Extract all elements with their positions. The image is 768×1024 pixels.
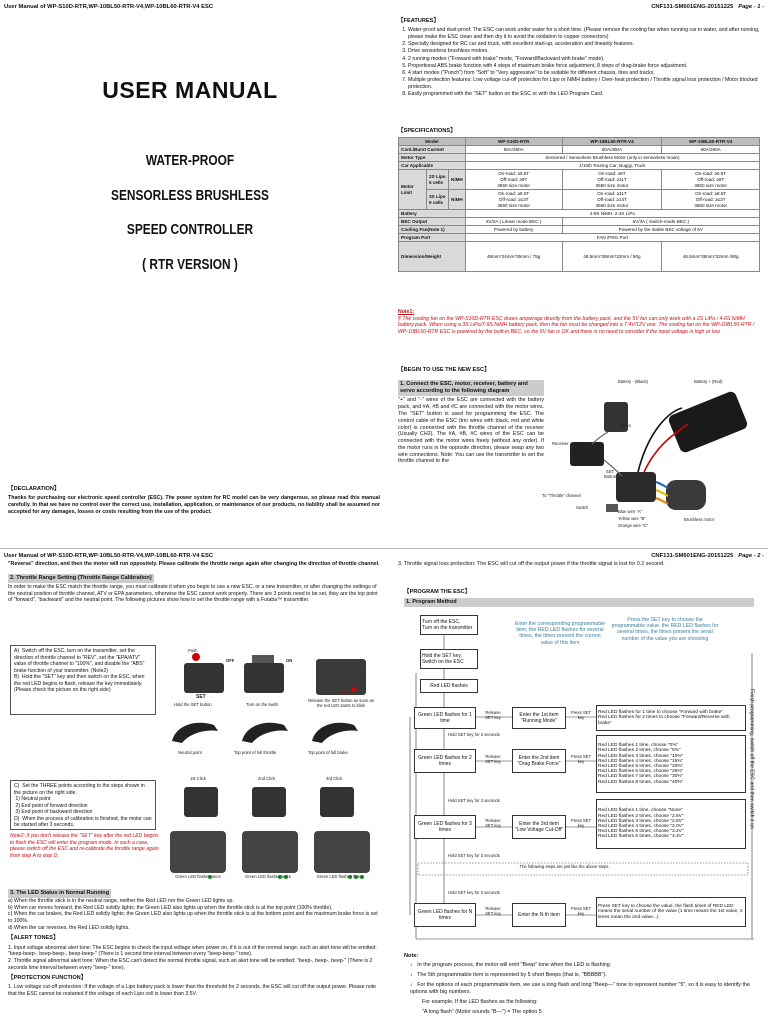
label-full-brake: Top point of full brake bbox=[308, 750, 348, 755]
label-motor: Brushless motor bbox=[684, 517, 715, 522]
led-status-heading: 3. The LED Status in Normal Running bbox=[8, 889, 111, 898]
flow-option: Red LED flashes 1 time, choose "0%" bbox=[598, 743, 679, 749]
label-set-button: SET Button bbox=[603, 469, 617, 479]
product-line: ( RTR VERSION ) bbox=[142, 256, 238, 273]
label-throttle: To "Throttle" channel bbox=[542, 493, 581, 498]
spec-cell: 60A/360A bbox=[662, 146, 760, 154]
flow-press-set: Press SET key bbox=[570, 754, 591, 764]
note-1-heading: Note1: bbox=[398, 309, 415, 315]
steps-c-d: C) Set the THREE points according to the steps shown in the picture on the right side. 1) Neutral point 2) End point of forward direction 3) End point of backward direction D) When the process of calibration is finished, the motor can be started after 3 seconds. bbox=[10, 780, 156, 830]
spec-label: NiMH bbox=[449, 190, 466, 210]
spec-cell: 50A/300A bbox=[562, 146, 662, 154]
feature-item: 6. 4 start modes ("Punch") from "Soft" to "Very aggressive" to be suitable for different chassis, tires and tracks. bbox=[408, 70, 760, 77]
flow-release-set: Release SET key bbox=[485, 818, 501, 828]
label-receiver: Receiver bbox=[552, 441, 569, 446]
flow-option: Red LED flashes 3 times, choose "2.8V" bbox=[598, 818, 684, 824]
flow-option: Red LED flashes 7 times, choose "30%" bbox=[598, 774, 684, 780]
spec-cell: 60A/360A bbox=[465, 146, 562, 154]
label-orange-wire: Orange wire "C" bbox=[618, 523, 648, 528]
header-doc-id: CNF131-SM601ENG-20151225 Page - 2 - bbox=[651, 553, 764, 559]
spec-cell: 48mm*34mm*35mm / 75g bbox=[465, 242, 562, 272]
label-on: ON bbox=[286, 658, 293, 663]
program-method-heading: 1. Program Method bbox=[404, 598, 754, 607]
switch-shape bbox=[606, 504, 618, 512]
led-status-item: c) When the car brakes, the Red LED solidly lights; the Green LED also lights up when the throttle stick is at the bottom point and the maximum brake force is set to 100%. bbox=[8, 911, 378, 925]
feature-item: 8. Easily programmed with the "SET" button on the ESC or with the LED Program Card. bbox=[408, 91, 760, 98]
label-green-once: Green LED flashes once bbox=[175, 874, 221, 879]
note-item: "A long flash" (Motor sounds "B—") = The option 5 bbox=[422, 1008, 542, 1015]
flow-note-choose-value: Press the SET key to choose the programmable value, the RED LED flashes for several times, the times present the serial number of the value you are choosing bbox=[611, 617, 719, 642]
begin-subheading: 1. Connect the ESC, motor, receiver, battery and servo according to the following diagram bbox=[398, 380, 544, 396]
flow-option: Red LED flashes 4 times, choose "3.0V" bbox=[598, 824, 684, 829]
specifications-section bbox=[398, 126, 760, 272]
feature-item: 2. Specially designed for RC car and truck, with excellent start-up, acceleration and linearity features. bbox=[408, 41, 760, 48]
declaration-text: Thanks for purchasing our electronic speed controller (ESC). The power system for RC model can be very dangerous, so please read this manual carefully. In that we have no control over the correct use, installation, application, or maintenance of our products, no liability shall be assumed nor accepted for any damages, losses or costs resulting from the use of the product. bbox=[8, 495, 380, 515]
spec-cell: On-road: ≥8.5T Off-road: ≥13T 3650 size motor bbox=[465, 190, 562, 210]
manual-page-2 bbox=[0, 548, 768, 1024]
specs-heading: 【SPECIFICATIONS】 bbox=[398, 128, 456, 134]
esc-hold-set bbox=[184, 653, 224, 693]
program-heading: 【PROGRAM THE ESC】 bbox=[404, 589, 471, 595]
note-item: For example, If the LED flashes as the following: bbox=[422, 998, 538, 1005]
esc-switch-on bbox=[244, 655, 284, 693]
label-blue-wire: Blue wire "A" bbox=[618, 509, 643, 514]
feature-item: 5. Proportional ABS brake function with 4 steps of maximum brake force adjustment, 8 steps of drag-brake force adjustment. bbox=[408, 63, 760, 70]
flow-press-set: Press SET key bbox=[570, 710, 591, 720]
begin-section bbox=[398, 365, 544, 465]
flow-enter-item-2: Enter the 2nd item "Drag Brake Force" bbox=[512, 749, 566, 773]
flow-options-2 bbox=[596, 735, 746, 793]
spec-label: Car Applicable bbox=[399, 162, 466, 170]
label-1st-click: 1st Click bbox=[190, 776, 206, 781]
flow-hold-3s: Hold SET key for 3 seconds bbox=[448, 890, 500, 895]
flow-option: Red LED flashes 2 times, choose "2.6V" bbox=[598, 813, 684, 819]
program-flowchart bbox=[404, 613, 764, 949]
transmitter-neutral bbox=[172, 723, 218, 743]
flow-option: Red LED flashes for 1 time to choose "Forward with brake" bbox=[598, 710, 723, 716]
spec-label: NiMH bbox=[449, 170, 466, 190]
features-heading: 【FEATURES】 bbox=[398, 18, 439, 24]
label-off: OFF bbox=[226, 658, 235, 663]
spec-cell: 4-9S NiMH, 2-3S LiPo bbox=[465, 210, 759, 218]
spec-cell: On-road: ≥11T Off-road: ≥14T 3650 size motor bbox=[562, 190, 662, 210]
flow-hold-5s: Hold SET key for 3 seconds bbox=[448, 853, 500, 858]
header-doc-id: CNF131-SM601ENG-20151225 Page - 1 - bbox=[651, 4, 764, 10]
esc-release-set bbox=[316, 659, 366, 695]
spec-label: Motor Limit bbox=[399, 170, 427, 210]
declaration-heading: 【DECLARATION】 bbox=[8, 486, 60, 492]
esc-shape bbox=[616, 472, 656, 502]
flow-green-n: Green LED flashes for N times bbox=[414, 903, 476, 927]
spec-label: Dimension/Weight bbox=[399, 242, 466, 272]
flow-options-n: Press SET key to choose the value, the flash times of RED LED means the serial number of the value (1 time means the 1st value, 2 times mean the 2nd value...) bbox=[596, 897, 746, 927]
feature-item: 7. Multiple protection features: Low voltage cut-off protection for Lipo or NiMH battery / Over-heat protection / Throttle signal loss protection / Motor blocked protection. bbox=[408, 77, 760, 90]
battery-pack-shape bbox=[667, 390, 749, 454]
flow-option: Red LED flashes 6 times, choose "3.4V" bbox=[598, 834, 684, 840]
flow-hold-3s: Hold SET key for 3 seconds bbox=[448, 798, 500, 803]
spec-cell: 48.5mm*38mm*32mm / 90g bbox=[562, 242, 662, 272]
calibration-heading: 2. Throttle Range Setting (Throttle Range Calibration) bbox=[8, 574, 154, 583]
spec-cell: FAN /PRG Port bbox=[465, 234, 759, 242]
calibration-pictures bbox=[166, 635, 380, 883]
spec-label: BEC Output bbox=[399, 218, 466, 226]
spec-col-header: WP-S10D-RTR bbox=[465, 138, 562, 146]
transmitter-full-throttle bbox=[242, 723, 288, 743]
spec-label: Battery bbox=[399, 210, 466, 218]
flow-start-box: Turn off the ESC, Turn on the transmitter bbox=[420, 615, 478, 635]
label-green-thrice: Green LED flashes thrice bbox=[316, 874, 364, 879]
flow-option: Red LED flashes 1 time, choose "None" bbox=[598, 808, 683, 814]
label-push: Push bbox=[188, 648, 198, 653]
flow-finish-note: Finish programming, switch off the ESC and then switch it on bbox=[748, 689, 755, 829]
protection-heading: 【PROTECTION FUNCTION】 bbox=[8, 975, 87, 982]
label-battery-neg: Battery - (Black) bbox=[618, 379, 649, 384]
flow-green-1: Green LED flashes for 1 time bbox=[414, 707, 476, 729]
spec-label: Motor Type bbox=[399, 154, 466, 162]
led-status-item: a) When the throttle stick is in the neutral range, neither the Red LED nor the Green LED lights up. bbox=[8, 898, 234, 905]
spec-label: 3S Lipo 9 cells bbox=[427, 190, 449, 210]
note-item: ↓ In the program process, the motor will emit "Beep" tone when the LED is flashing. bbox=[410, 962, 612, 969]
label-yellow-wire: Yellow wire "B" bbox=[618, 516, 646, 521]
features-list bbox=[408, 27, 760, 98]
spec-cell: Powered by battery bbox=[465, 226, 562, 234]
flow-release-set: Release SET key bbox=[485, 754, 501, 764]
flow-option: Red LED flashes 5 times, choose "20%" bbox=[598, 764, 684, 769]
manual-title: USER MANUAL bbox=[102, 77, 278, 103]
flow-green-3: Green LED flashes for 3 times bbox=[414, 815, 476, 839]
label-hold-set: Hold the SET button bbox=[174, 702, 212, 707]
spec-cell: On-road: ≥5.5T Off-road: ≥9T 3650 size motor bbox=[465, 170, 562, 190]
feature-item: 3. Drive sensorless brushless motors. bbox=[408, 48, 760, 55]
flow-option: Red LED flashes 8 times, choose "40%" bbox=[598, 779, 684, 785]
alert-item: 2. Throttle signal abnormal alert tone: When the ESC can't detect the normal throttle signal, such an alert tone will be emitted: "beep-, beep-, beep-" (There is 2 seconds time interval between every "beep-" tone). bbox=[8, 957, 373, 971]
spec-cell: 6V/2A ( Linear mode BEC ) bbox=[465, 218, 562, 226]
continued-text: "Reverse" direction, and then the motor will run oppositely. Please calibrate the throttle range again after changing the direction of throttle channel. bbox=[8, 561, 380, 567]
led-status-item: d) When the car reverses, the Red LED solidly lights. bbox=[8, 924, 130, 931]
spec-col-header: Model bbox=[399, 138, 466, 146]
flow-press-set: Press SET key bbox=[570, 906, 591, 916]
spec-cell: On-road: ≥8.5T Off-road: ≥13T 3650 size motor bbox=[662, 190, 760, 210]
product-line: SPEED CONTROLLER bbox=[126, 222, 254, 239]
protection-item-3: 3. Throttle signal loss protection: The ESC will cut off the output power if the throttle signal is lost for 0.2 second. bbox=[398, 561, 665, 567]
spec-cell: On-road: ≥6T Off-road: ≥11T 3650 size motor bbox=[562, 170, 662, 190]
led-status-section bbox=[8, 889, 380, 998]
spec-cell: 48.5mm*38mm*32mm /90g bbox=[662, 242, 760, 272]
flow-green-2: Green LED flashes for 2 times bbox=[414, 749, 476, 773]
flow-hold-set-box: Hold the SET key, Switch on the ESC bbox=[420, 649, 478, 669]
flow-options-1 bbox=[596, 705, 746, 731]
flow-option: Red LED flashes 5 times, choose "3.2V" bbox=[598, 829, 684, 835]
calibration-text: In order to make the ESC match the throttle range, you must calibrate it when you begin to use a new ESC, or a new transmitter, or after changing the settings of the neutral position of throttle channel, ATV or EPA parameters, otherwise the ESC cannot work properly. There are 3 points need to be set, they are the top point of "forward", "backward" and the neutral point. The following pictures show how to set the throttle range with a Futaba™ transmitter. bbox=[8, 583, 378, 604]
begin-heading: 【BEGIN TO USE THE NEW ESC】 bbox=[398, 367, 490, 373]
features-section bbox=[398, 16, 760, 98]
motor-shape bbox=[666, 480, 706, 510]
flow-press-set: Press SET key bbox=[570, 818, 591, 828]
flow-enter-item-3: Enter the 3rd item "Low Voltage Cut-Off" bbox=[512, 815, 566, 839]
flow-option: Red LED flashes 2 times, choose "5%" bbox=[598, 748, 681, 754]
flow-options-3 bbox=[596, 799, 746, 849]
label-turn-on: Turn on the swith bbox=[246, 702, 278, 707]
spec-cell: 1/10th Touring Car, Buggy, Truck bbox=[465, 162, 759, 170]
header-title: User Manual of WP-S10D-RTR,WP-10BL50-RTR-V4,WP-10BL60-RTR-V4 ESC bbox=[4, 4, 214, 10]
feature-item: 1. Water-proof and dust-proof. The ESC can work under water for a short time. (Please remove the cooling fan when running car in water, and after running, please make the ESC clean and then dry it to avoid the oxidation to copper connectors) bbox=[408, 27, 760, 40]
alert-item: 1. Input voltage abnormal alert tone: The ESC begins to check the input voltage when power on, if it is out of the normal range, such an alert tone will be emitted: "beep-beep-, beep-beep-, beep-beep-" (There is 1 second time interval between every "beep-beep-" tone). bbox=[8, 944, 377, 958]
spec-col-header: WP-10BL60-RTR-V4 bbox=[662, 138, 760, 146]
label-green-twice: Green LED flashes twice bbox=[244, 874, 292, 879]
header-title: User Manual of WP-S10D-RTR,WP-10BL50-RTR-V4,WP-10BL60-RTR-V4 ESC bbox=[4, 553, 214, 559]
flow-option: Red LED flashes 3 times, choose "10%" bbox=[598, 753, 684, 759]
page-header bbox=[4, 4, 764, 14]
flow-following-steps: The following steps are just like the above steps bbox=[519, 864, 609, 869]
flow-release-set: Release SET key bbox=[485, 906, 501, 916]
label-3rd-click: 3rd Click bbox=[326, 776, 343, 781]
wiring-diagram bbox=[542, 372, 762, 532]
feature-item: 4. 2 running modes ("Forward with brake" mode, "Forward/Backward with brake" mode). bbox=[408, 56, 760, 63]
program-notes bbox=[404, 951, 764, 1016]
flow-option: Red LED flashes for 2 times to choose "Forward/Reverse with brake" bbox=[598, 715, 730, 726]
note-1 bbox=[398, 309, 760, 336]
flow-option: Red LED flashes 4 times, choose "15%" bbox=[598, 758, 684, 764]
flow-option: Red LED flashes 6 times, choose "25%" bbox=[598, 769, 684, 775]
label-battery-pos: Battery + (Red) bbox=[694, 379, 723, 384]
spec-label: Cooling Fan(Note 1) bbox=[399, 226, 466, 234]
product-line: WATER-PROOF bbox=[145, 153, 235, 169]
steps-a-b: A) Switch off the ESC, turn on the transmitter, set the direction of throttle channel to "REV", set the "EPA/ATV" value of throttle channel to "100%", and disable the "ABS" brake function of your transmitter. (Note2) B) Hold the "SET" key and then switch on the ESC, when the red LED begins to flash, release the key immediately. (Please check the picture on the right side) bbox=[10, 645, 156, 715]
spec-cell: On-road: ≥5.5T Off-road: ≥9T 3650 size motor bbox=[662, 170, 760, 190]
flow-enter-item-n: Enter the N th item bbox=[512, 903, 566, 927]
note-item: ↓ The 5th programmable item is represented by 5 short Beeps (that is, "BBBBB"). bbox=[410, 972, 607, 979]
flow-enter-item-1: Enter the 1st item "Running Mode" bbox=[512, 707, 566, 729]
spec-cell: Powered by the stable BEC voltage of 6V bbox=[562, 226, 759, 234]
spec-label: Cont./Burst Current bbox=[399, 146, 466, 154]
specs-table bbox=[398, 137, 760, 272]
flow-release-set: Release SET key bbox=[485, 710, 501, 720]
flow-hold-3s: Hold SET key for 3 seconds bbox=[448, 732, 500, 737]
label-release-set: Release the SET button as soon as the red LED starts to blink bbox=[308, 698, 374, 708]
label-neutral: Neutral point bbox=[178, 750, 202, 755]
led-status-item: b) When car moves forward, the Red LED solidly lights; the Green LED also lights up when the throttle stick is at the top point (100% throttle). bbox=[8, 904, 333, 911]
spec-cell: 6V/3A ( Switch-mode BEC ) bbox=[562, 218, 759, 226]
spec-cell: Sensored / Sensorless Brushless Motor (only in sensorless mode) bbox=[465, 154, 759, 162]
note-1-text: § The cooling fan on the WP-S10D-RTR ESC draws amperage directly from the battery pack, and the 5V fan can only work with a 2S LiPo / 4-6S NiMH battery pack. When using a 3S LiPo/7-9S NiMH battery pack, then the fan must be changed into a 7.4V/12V one. The cooling fan on the WP-10BL50-RTR / WP-10BL60-RTR ESC is powered by the built-in BEC, so the 5V fan is OK and there is no need to consider if the input voltage is high or low. bbox=[398, 315, 755, 335]
label-led: LED bbox=[342, 690, 351, 695]
begin-text: "+" and "-" wires of the ESC are connected with the battery pack, and #A, #B and #C are connected with the motor wires. The "SET" button is used for programming the ESC. The control cable of the ESC (trio wires with black, red and white color) is connected with the throttle channel of the receiver (Usually CH2). The #A, #B, #C wires of the ESC can be connected with the motor wires freely (without any order). If the motor runs in the opposite direction, please swap any two wire connections. Note: You can use the transmitter to set the throttle channel to the bbox=[398, 397, 544, 465]
declaration bbox=[8, 484, 380, 515]
flow-red-led-box: Red LED flashes bbox=[420, 679, 478, 693]
product-title bbox=[60, 152, 320, 290]
label-servo: Servo bbox=[620, 423, 631, 428]
product-line: SENSORLESS BRUSHLESS bbox=[111, 187, 269, 204]
program-section bbox=[404, 587, 764, 607]
alert-heading: 【ALERT TONES】 bbox=[8, 935, 59, 942]
calibration-art bbox=[166, 635, 380, 883]
transmitter-full-brake bbox=[312, 723, 358, 743]
notes-heading: Note: bbox=[404, 953, 419, 959]
page2-left-column bbox=[8, 561, 380, 604]
label-2nd-click: 2nd Click bbox=[258, 776, 276, 781]
note-item: ↓ For the options of each programmable item, we use a long flash and long "Beep—" tone to represent number "5", so it is easy to identify the options with big numbers. bbox=[410, 981, 750, 995]
spec-col-header: WP-10BL50-RTR-V4 bbox=[562, 138, 662, 146]
spec-label: 2S Lipo 6 cells bbox=[427, 170, 449, 190]
label-switch: Switch bbox=[576, 505, 589, 510]
protection-item: 1. Low voltage cut-off protection: If the voltage of a Lipo battery pack is lower than the threshold for 2 seconds, the ESC will cut off the output power. Please note that the ESC cannot be restarted if the voltage of each Lipo cell is lower than 3.5V. bbox=[8, 984, 377, 998]
receiver-shape bbox=[570, 442, 604, 466]
label-set: SET bbox=[196, 694, 206, 700]
note-2: Note2: If you don't release the "SET" key after the red LED begins to flash the ESC will enter the program mode. In such a case, please switch off the ESC and re-calibrate the throttle range again from step A to step D. bbox=[10, 833, 159, 859]
spec-label: Program Port bbox=[399, 234, 466, 242]
label-full-throttle: Top point of full throttle bbox=[234, 750, 277, 755]
flow-note-enter-item: Enter the corresponding programmable item, the RED LED flashes for several times, the times present the current value of this item bbox=[514, 621, 606, 646]
